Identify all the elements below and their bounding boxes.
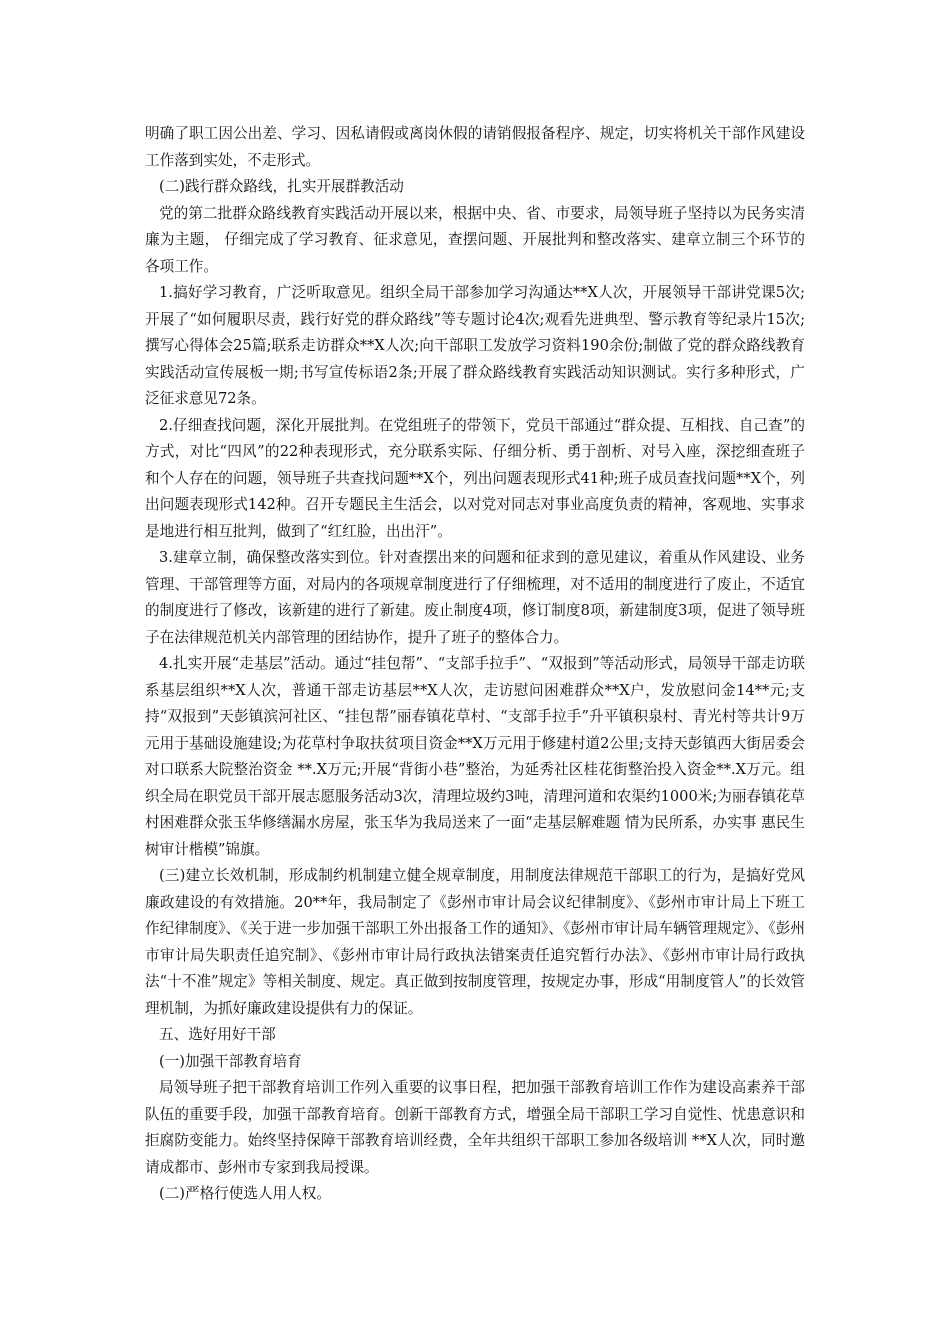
paragraph-1: 明确了职工因公出差、学习、因私请假或离岗休假的请销假报备程序、规定，切实将机关干部作风建设工作落到实处，不走形式。 <box>145 125 805 169</box>
paragraph-11: 局领导班子把干部教育培训工作列入重要的议事日程，把加强干部教育培训工作作为建设高素养干部队伍的重要手段，加强干部教育培育。创新干部教育方式，增强全局干部职工学习自觉性、忧患意识和拒腐防变能力。始终坚持保障干部教育培训经费，全年共组织干部职工参加各级培训 **X人次，同时邀请成都市、彭州市专家到我局授课。 <box>145 1079 805 1176</box>
paragraph-7: 4.扎实开展“走基层”活动。通过“挂包帮”、“支部手拉手”、“双报到”等活动形式，局领导干部走访联系基层组织**X人次，普通干部走访基层**X人次，走访慰问困难群众**X户，发放慰问金14**元;支持“双报到”天彭镇滨河社区、“挂包帮”丽春镇花草村、“支部手拉手”升平镇积泉村、青光村等共计9万元用于基础设施建设;为花草村争取扶贫项目资金**X万元用于修建村道2公里;支持天彭镇西大街居委会对口联系大院整治资金 **.X万元;开展“背街小巷”整治，为延秀社区桂花街整治投入资金**.X万元。组织全局在职党员干部开展志愿服务活动3次，清理垃圾约3吨，清理河道和农渠约1000米;为丽春镇花草村困难群众张玉华修缮漏水房屋，张玉华为我局送来了一面“走基层解难题 情为民所系，办实事 惠民生 树审计楷模”锦旗。 <box>145 655 805 858</box>
paragraph-4: 1.搞好学习教育，广泛听取意见。组织全局干部参加学习沟通达**X人次，开展领导干部讲党课5次;开展了“如何履职尽责，践行好党的群众路线”等专题讨论4次;观看先进典型、警示教育等纪录片15次;撰写心得体会25篇;联系走访群众**X人次;向干部职工发放学习资料190余份;制做了党的群众路线教育实践活动宣传展板一期;书写宣传标语2条;开展了群众路线教育实践活动知识测试。实行多种形式，广泛征求意见72条。 <box>145 284 805 407</box>
paragraph-5: 2.仔细查找问题，深化开展批判。在党组班子的带领下，党员干部通过“群众提、互相找、自己查”的方式，对比“四风”的22种表现形式，充分联系实际、仔细分析、勇于剖析、对号入座，深挖细查班子和个人存在的问题，领导班子共查找问题**X个，列出问题表现形式41种;班子成员查找问题**X个，列出问题表现形式142种。召开专题民主生活会，以对党对同志对事业高度负责的精神，客观地、实事求是地进行相互批判，做到了“红红脸，出出汗”。 <box>145 416 805 540</box>
section-heading-12: (二)严格行使选人用人权。 <box>159 1185 331 1202</box>
paragraph-3: 党的第二批群众路线教育实践活动开展以来，根据中央、省、市要求，局领导班子坚持以为民务实清廉为主题， 仔细完成了学习教育、征求意见，查摆问题、开展批判和整改落实、建章立制三个环节的各项工作。 <box>145 204 805 275</box>
section-heading-2: (二)践行群众路线，扎实开展群教活动 <box>159 178 404 195</box>
section-heading-9: 五、选好用好干部 <box>159 1026 276 1043</box>
section-heading-10: (一)加强干部教育培育 <box>159 1052 302 1070</box>
document-body <box>145 121 805 1208</box>
paragraph-6: 3.建章立制，确保整改落实到位。针对查摆出来的问题和征求到的意见建议，着重从作风建设、业务管理、干部管理等方面，对局内的各项规章制度进行了仔细梳理，对不适用的制度进行了废止，不适宜的制度进行了修改，该新建的进行了新建。废止制度4项，修订制度8项，新建制度3项，促进了领导班子在法律规范机关内部管理的团结协作，提升了班子的整体合力。 <box>145 549 805 646</box>
paragraph-8: (三)建立长效机制，形成制约机制建立健全规章制度，用制度法律规范干部职工的行为，是搞好党风廉政建设的有效措施。20**年，我局制定了《彭州市审计局会议纪律制度》、《彭州市审计局上下班工作纪律制度》、《关于进一步加强干部职工外出报备工作的通知》、《彭州市审计局车辆管理规定》、《彭州市审计局失职责任追究制》、《彭州市审计局行政执法错案责任追究暂行办法》、《彭州市审计局行政执法“十不准”规定》等相关制度、规定。真正做到按制度管理，按规定办事，形成“用制度管人”的长效管理机制，为抓好廉政建设提供有力的保证。 <box>145 867 805 1017</box>
